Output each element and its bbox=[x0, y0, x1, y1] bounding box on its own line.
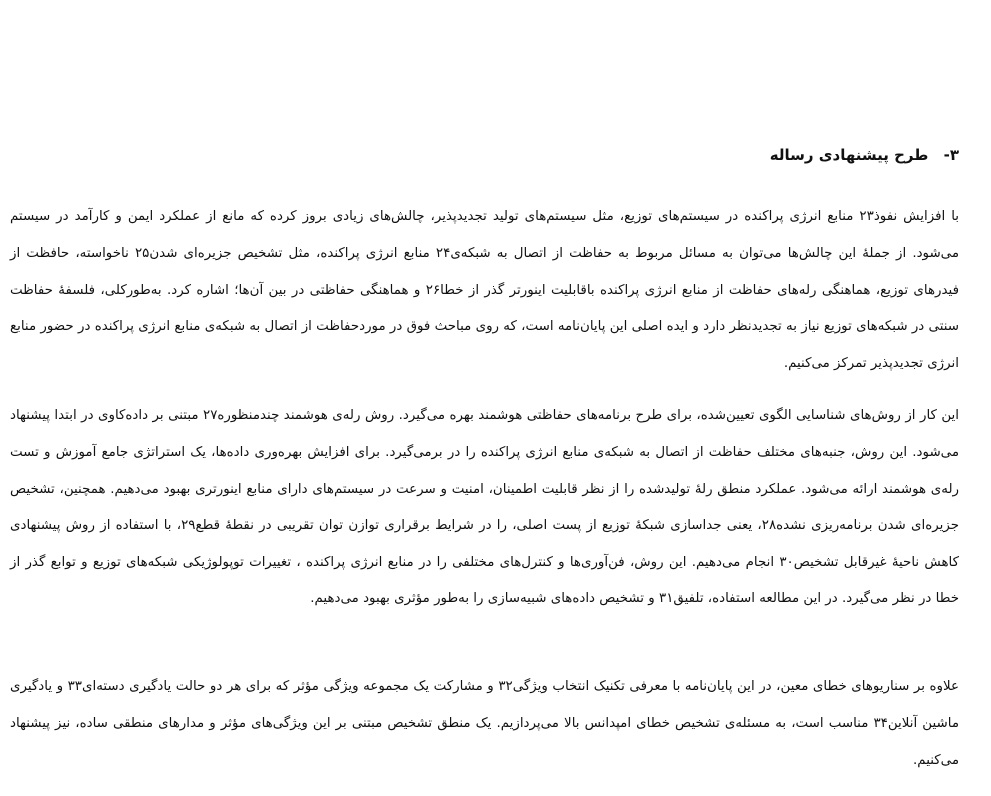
section-title: طرح پیشنهادی رساله bbox=[769, 146, 929, 164]
paragraph-1: با افزایش نفوذ۲۳ منابع انرژی پراکنده در سیستم‌های توزیع، مثل سیستم‌های تولید تجدیدپذیر، چالش‌های زیادی بروز کرده که مانع از عملکرد ایمن و کارآمد در سیستم می‌شود. از جملهٔ این چالش‌ها می‌توان به مسائل مربوط به حفاظت از اتصال به شبکه‌ی۲۴ منابع انرژی پراکنده، مثل تشخیص جزیره‌ای شدن۲۵ ناخواسته، حافظت از فیدرهای توزیع، هماهنگی رله‌های حفاظت از منابع انرژی پراکنده باقابلیت اینورتر گذر از خطا۲۶ و هماهنگی حفاظتی در بین آن‌ها؛ اشاره کرد. به‌طورکلی، فلسفهٔ حفاظت سنتی در شبکه‌های توزیع نیاز به تجدیدنظر دارد و ایده اصلی این پایان‌نامه است، که روی مباحث فوق در موردحفاظت از اتصال به شبکه‌ی منابع انرژی پراکنده در حضور منابع انرژی تجدیدپذیر تمرکز می‌کنیم. bbox=[10, 209, 960, 371]
section-number: ۳- bbox=[943, 146, 959, 164]
paragraph-3: علاوه بر سناریوهای خطای معین، در این پایان‌نامه با معرفی تکنیک انتخاب ویژگی۳۲ و مشارکت یک مجموعه ویژگی مؤثر که برای هر دو حالت یادگیری دسته‌ای۳۳ و یادگیری ماشین آنلاین۳۴ مناسب است، به مسئله‌ی تشخیص خطای امپدانس بالا می‌پردازیم. یک منطق تشخیص مبتنی بر این ویژگی‌های مؤثر و مدارهای منطقی ساده، نیز پیشنهاد می‌کنیم. bbox=[10, 679, 960, 768]
section-heading bbox=[770, 144, 959, 166]
paragraph-2: این کار از روش‌های شناسایی الگوی تعیین‌شده، برای طرح برنامه‌های حفاظتی هوشمند بهره می‌گیرد. روش رله‌ی هوشمند چندمنظوره۲۷ مبتنی بر داده‌کاوی در ابتدا پیشنهاد می‌شود. این روش، جنبه‌های مختلف حفاظت از اتصال به شبکه‌ی منابع انرژی پراکنده را در برمی‌گیرد. برای افزایش بهره‌وری داده‌ها، یک استراتژی جامع آموزش و تست رله‌ی هوشمند ارائه می‌شود. عملکرد منطق رلهٔ تولیدشده را از نظر قابلیت اطمینان، امنیت و سرعت در سیستم‌های دارای منابع اینورتری بهبود می‌دهیم. همچنین، تشخیص جزیره‌ای شدن برنامه‌ریزی نشده۲۸، یعنی جداسازی شبکهٔ توزیع از پست اصلی، را در شرایط برقراری توازن توان تقریبی در نقطهٔ قطع۲۹، با استفاده از روش پیشنهادی کاهش ناحیهٔ غیرقابل تشخیص۳۰ انجام می‌دهیم. این روش، فن‌آوری‌ها و کنترل‌های مختلفی را در منابع انرژی پراکنده ، تغییرات توپولوژیکی شبکه‌های توزیع و توابع گذر از خطا در نظر می‌گیرد. در این مطالعه استفاده، تلفیق۳۱ و تشخیص داده‌های شبیه‌سازی را به‌طور مؤثری بهبود می‌دهیم. bbox=[10, 408, 960, 607]
